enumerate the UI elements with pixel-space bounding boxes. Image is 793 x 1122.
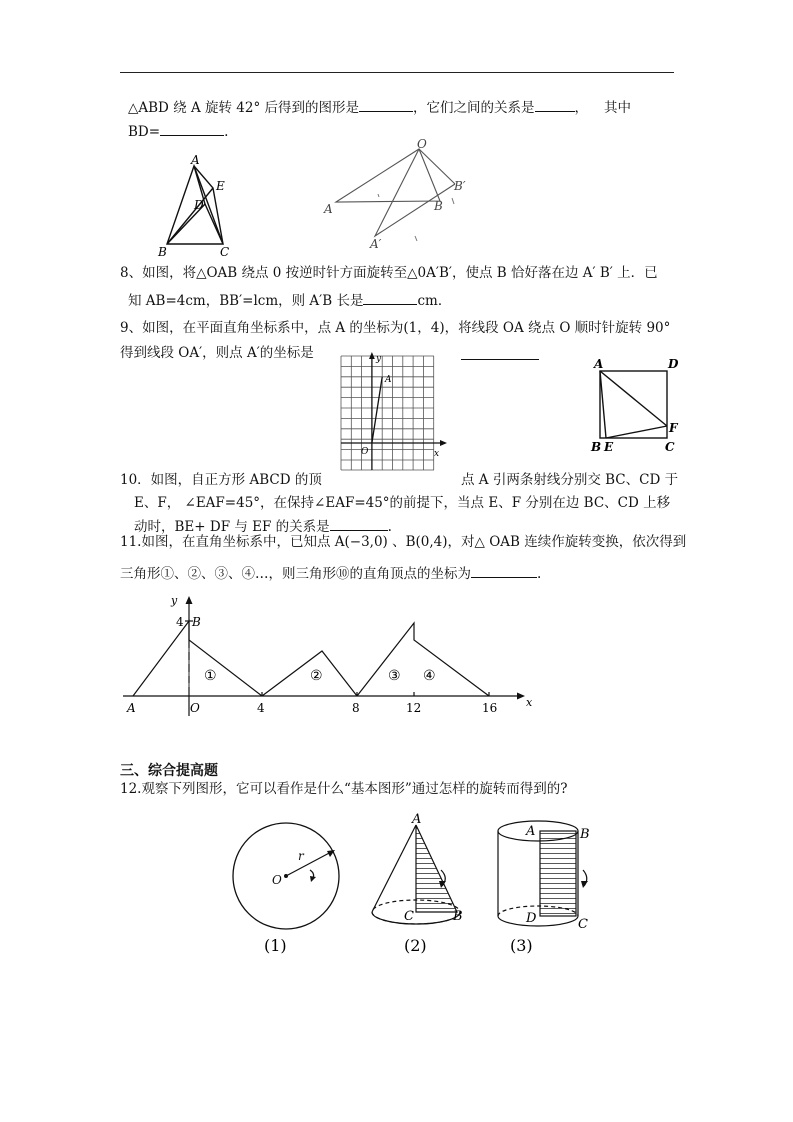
fig12-label-b-cone: B	[453, 909, 463, 924]
fig11-tick-12: 12	[406, 701, 422, 715]
fig12-circle-labels	[228, 808, 348, 908]
fig10-label-c: C	[665, 440, 675, 454]
q10-line1-left: 10．如图，自正方形 ABCD 的顶	[120, 472, 322, 488]
q8-line2	[128, 290, 451, 310]
q7-text-a: △ABD 绕 A 旋转 42° 后得到的图形是	[128, 100, 360, 116]
fig12-caption-2: (2)	[404, 936, 427, 955]
fig10-label-f: F	[669, 421, 678, 435]
fig12-label-b-cyl: B	[580, 827, 590, 842]
q7-bd-label: BD=	[128, 124, 161, 140]
q10-text-a: 动时，BE+ DF 与 EF 的关系是	[134, 519, 330, 535]
fig11-tick-4: 4	[257, 701, 265, 715]
fig9-label-o: O	[361, 447, 369, 457]
fig9-label-y: y	[376, 354, 382, 364]
fig7a-label-e: E	[216, 179, 225, 193]
q10-blank-relation[interactable]	[330, 516, 388, 531]
q8-line1: 8、如图，将△OAB 绕点 0 按逆时针方面旋转至△0A′B′，使点 B 恰好落在边 A′ B′ 上．已	[120, 265, 658, 281]
fig12-label-c-cone: C	[404, 909, 414, 924]
fig11-label-b: B	[192, 615, 201, 629]
q12-text: 12.观察下列图形，它可以看作是什么“基本图形”通过怎样的旋转而得到的?	[120, 781, 568, 797]
q11-line1: 11.如图，在直角坐标系中，已知点 A(−3,0) 、B(0,4)，对△ OAB 连续作旋转变换，依次得到	[120, 534, 687, 550]
q7-blank-figure[interactable]	[359, 97, 413, 112]
q9-blank-coordinate[interactable]	[461, 359, 539, 360]
fig11-circled-1: ①	[204, 668, 217, 684]
q11-period: .	[537, 566, 542, 582]
fig12-cylinder-figure	[498, 821, 590, 932]
q7-period: .	[224, 124, 229, 140]
fig12-label-r: r	[298, 849, 304, 863]
q7-line1	[128, 97, 631, 117]
q7-text-d: 其中	[604, 100, 632, 116]
fig10-square-diagram	[585, 354, 685, 454]
q7-blank-bd[interactable]	[160, 121, 224, 136]
q8-text-a: 知 AB=4cm，BB′=lcm，则 A′B 长是	[128, 293, 364, 309]
q9-line1: 9、如图，在平面直角坐标系中，点 A 的坐标为(1，4)，将线段 OA 绕点 O 顺时针旋转 90°	[120, 320, 671, 336]
header-rule	[120, 72, 674, 73]
fig10-label-d: D	[668, 357, 679, 371]
q10-line1-right: 点 A 引两条射线分别交 BC、CD 于	[461, 472, 679, 488]
fig11-label-x: x	[526, 696, 533, 709]
fig12-label-d-cyl: D	[526, 911, 537, 926]
fig12-label-a-cyl: A	[526, 824, 536, 839]
section3-title: 三、综合提高题	[120, 763, 218, 779]
fig7b-triangle-oa2b2	[375, 149, 455, 236]
fig7b-label-b-prime: B′	[454, 179, 466, 193]
fig11-circled-2: ②	[310, 668, 323, 684]
fig10-label-b: B	[591, 440, 602, 454]
fig7a-triangle-diagram	[150, 152, 240, 262]
fig9-label-a: A	[385, 375, 392, 385]
fig10-label-e: E	[604, 440, 614, 454]
fig7b-label-a: A	[324, 202, 333, 216]
fig7b-triangle-oab	[336, 149, 440, 202]
fig11-rotation-chart	[115, 588, 540, 718]
fig10-label-a: A	[594, 357, 604, 371]
fig11-triangles-1	[133, 621, 262, 696]
fig11-tick-16: 16	[482, 701, 498, 715]
fig12-cone-figure	[372, 812, 463, 924]
q11-line2	[120, 563, 541, 583]
fig7a-label-b: B	[158, 245, 167, 259]
fig9-segment-oa	[372, 377, 382, 443]
q7-text-c: ，	[574, 100, 589, 116]
q10-period: .	[387, 519, 392, 535]
fig11-circled-4: ④	[423, 668, 436, 684]
fig7b-label-a-prime: A′	[370, 237, 382, 251]
fig11-label-o: O	[190, 701, 200, 715]
fig11-circled-3: ③	[388, 668, 401, 684]
fig12-caption-3: (3)	[510, 936, 533, 955]
fig12-caption-1: (1)	[264, 936, 287, 955]
fig7b-rotation-diagram	[320, 134, 470, 254]
q7-line2	[128, 121, 228, 141]
q7-text-b: ，它们之间的关系是	[413, 100, 535, 116]
fig12-label-o: O	[272, 873, 282, 887]
fig11-label-y: y	[171, 594, 178, 607]
fig7b-label-b: B	[434, 199, 443, 213]
fig11-tick-8: 8	[352, 701, 360, 715]
q7-blank-relation[interactable]	[535, 97, 575, 112]
fig7a-label-a: A	[191, 153, 200, 167]
fig11-triangles-3-4	[357, 623, 489, 696]
fig7a-label-d: D	[194, 198, 204, 212]
q11-text-a: 三角形①、②、③、④…，则三角形⑩的直角顶点的坐标为	[120, 566, 471, 582]
q11-blank-coordinate[interactable]	[471, 563, 537, 578]
fig7b-label-o: O	[417, 137, 427, 151]
q10-line2: E、F， ∠EAF=45°，在保持∠EAF=45°的前提下，当点 E、F 分别在边 BC、CD 上移	[134, 495, 671, 511]
q8-unit: cm．	[417, 293, 452, 309]
fig12-label-c-cyl: C	[578, 917, 588, 932]
fig11-label-4: 4	[176, 615, 184, 629]
q9-line2: 得到线段 OA′，则点 A′的坐标是	[120, 345, 314, 361]
fig12-label-a-cone: A	[412, 812, 422, 827]
fig9-coordinate-grid	[337, 352, 449, 478]
fig7a-label-c: C	[220, 245, 230, 259]
q8-blank-length[interactable]	[363, 290, 417, 305]
fig11-label-a: A	[127, 701, 136, 715]
fig9-label-x: x	[434, 449, 440, 459]
